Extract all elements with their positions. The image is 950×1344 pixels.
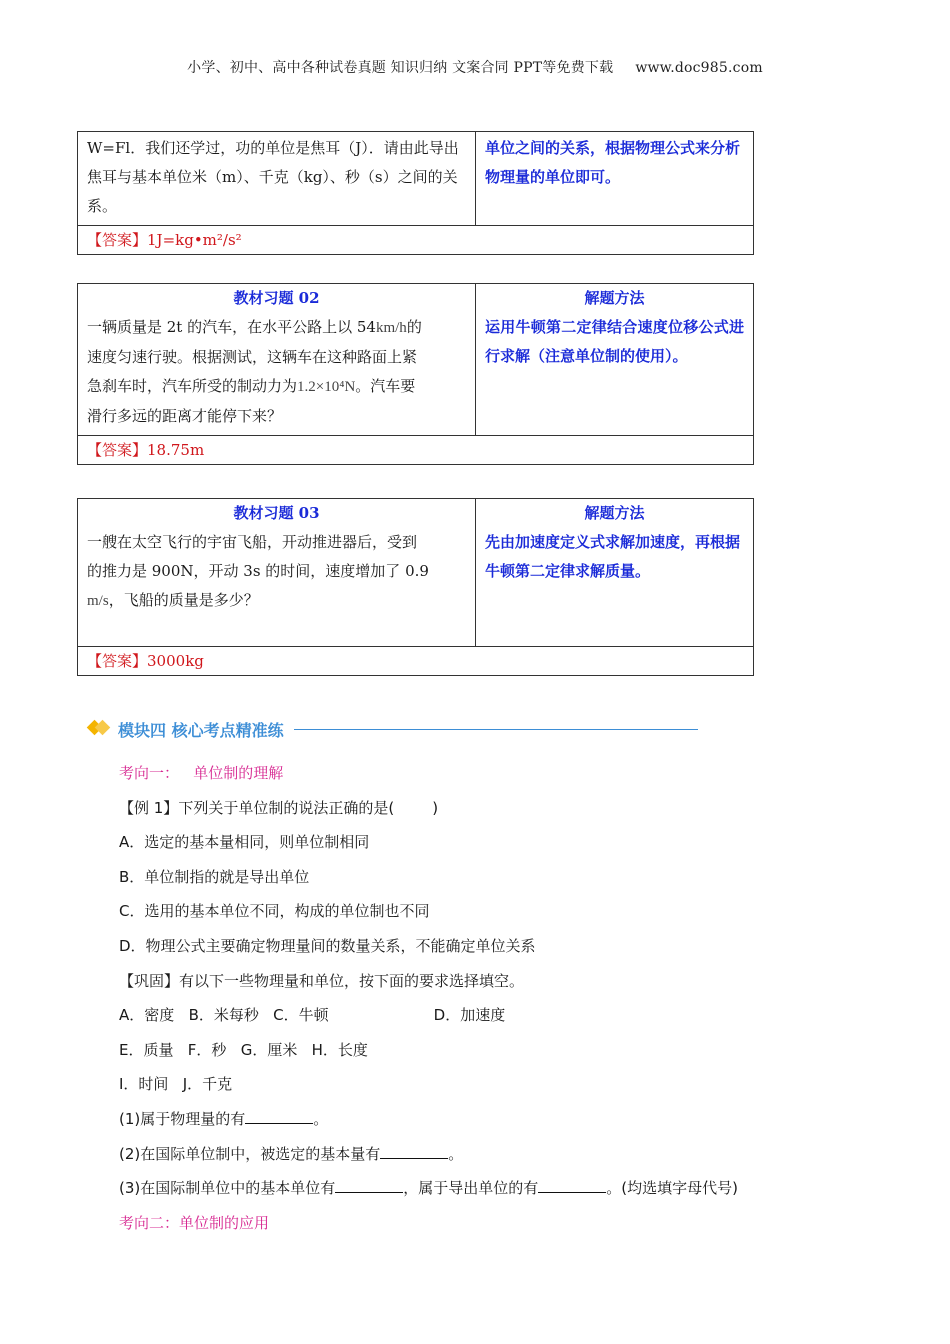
answer-blank[interactable] bbox=[245, 1107, 313, 1124]
q-text: 。汽车要 bbox=[355, 377, 416, 395]
exercise-2-answer bbox=[78, 436, 754, 465]
answer-label: 【答案】 bbox=[87, 652, 148, 670]
answer-value: 1J=kg•m²/s² bbox=[147, 231, 242, 249]
q-text: ，飞船的质量是多少？ bbox=[108, 591, 259, 609]
exercise-1-question bbox=[78, 132, 476, 226]
exercise-1-method-text: 单位之间的关系，根据物理公式来分析物理量的单位即可。 bbox=[485, 139, 741, 186]
choice-row-1 bbox=[119, 998, 819, 1033]
exercise-2-line-3 bbox=[87, 372, 466, 402]
exercise-2-line-2: 速度匀速行驶。根据测试，这辆车在这种路面上紧 bbox=[87, 348, 418, 366]
module-heading bbox=[88, 716, 698, 742]
answer-label: 【答案】 bbox=[87, 231, 148, 249]
answer-blank[interactable] bbox=[538, 1176, 606, 1193]
exercise-table-2 bbox=[77, 283, 754, 465]
header-text: 小学、初中、高中各种试卷真题 知识归纳 文案合同 PPT等免费下载 bbox=[187, 60, 614, 76]
example-text: 下列关于单位制的说法正确的是( ) bbox=[178, 798, 439, 817]
question-3 bbox=[119, 1171, 819, 1206]
example-1 bbox=[119, 791, 819, 826]
q-text: 的 bbox=[406, 318, 422, 336]
exercise-1-answer bbox=[78, 226, 754, 255]
method-heading: 解题方法 bbox=[584, 289, 645, 307]
question-2 bbox=[119, 1137, 819, 1172]
q-unit: km/h bbox=[375, 320, 407, 336]
question-text: 。 bbox=[313, 1109, 329, 1128]
section-1-heading: 考向一： 单位制的理解 bbox=[119, 764, 284, 782]
answer-value: 3000kg bbox=[147, 652, 204, 670]
consolidate-prompt: 【巩固】有以下一些物理量和单位，按下面的要求选择填空。 bbox=[119, 971, 525, 990]
header-site[interactable]: www.doc985.com bbox=[635, 60, 763, 76]
exercise-3-question bbox=[78, 499, 476, 647]
exercise-3-heading: 教材习题 03 bbox=[233, 504, 320, 522]
question-text: 。(均选填字母代号) bbox=[606, 1179, 738, 1198]
exercise-2-method bbox=[476, 284, 754, 436]
q-unit: m/s bbox=[87, 593, 109, 609]
answer-label: 【答案】 bbox=[87, 441, 148, 459]
exercise-table-1 bbox=[77, 131, 754, 255]
question-1 bbox=[119, 1102, 819, 1137]
question-text: 。 bbox=[448, 1144, 464, 1163]
q-text: 一辆质量是 2t 的汽车，在水平公路上以 54 bbox=[87, 318, 376, 336]
exercise-table-3 bbox=[77, 498, 754, 676]
exercise-2-line-1 bbox=[87, 313, 466, 343]
exercise-3-line-3 bbox=[87, 586, 466, 616]
answer-blank[interactable] bbox=[335, 1176, 403, 1193]
question-text: (3)在国际制单位中的基本单位有 bbox=[119, 1179, 336, 1198]
choice-text: A．密度 B．米每秒 C．牛顿 bbox=[119, 1006, 329, 1025]
q-force: 1.2×10⁴N bbox=[297, 379, 356, 395]
question-text: ，属于导出单位的有 bbox=[403, 1179, 539, 1198]
exercise-1-method bbox=[476, 132, 754, 226]
option-a: A．选定的基本量相同，则单位制相同 bbox=[119, 833, 370, 852]
section-2-heading: 考向二：单位制的应用 bbox=[119, 1213, 270, 1232]
option-d: D．物理公式主要确定物理量间的数量关系，不能确定单位关系 bbox=[119, 936, 536, 955]
exercise-2-line-4: 滑行多远的距离才能停下来？ bbox=[87, 407, 283, 425]
option-c: C．选用的基本单位不同，构成的单位制也不同 bbox=[119, 902, 430, 921]
choice-row-2: E．质量 F．秒 G．厘米 H．长度 bbox=[119, 1040, 368, 1059]
exercise-3-method bbox=[476, 499, 754, 647]
choice-d: D．加速度 bbox=[433, 1006, 506, 1025]
method-text: 先由加速度定义式求解加速度，再根据牛顿第二定律求解质量。 bbox=[485, 533, 741, 580]
choice-row-3: I．时间 J．千克 bbox=[119, 1075, 233, 1094]
question-text: (2)在国际单位制中，被选定的基本量有 bbox=[119, 1144, 381, 1163]
exercise-3-line-2: 的推力是 900N，开动 3s 的时间，速度增加了 0.9 bbox=[87, 562, 429, 580]
module-title: 模块四 核心考点精准练 bbox=[118, 720, 284, 740]
method-heading: 解题方法 bbox=[584, 504, 645, 522]
exercise-2-question bbox=[78, 284, 476, 436]
question-text: (1)属于物理量的有 bbox=[119, 1109, 246, 1128]
q-text: 急刹车时，汽车所受的制动力为 bbox=[87, 377, 298, 395]
module-divider bbox=[294, 729, 698, 730]
exercise-1-question-text: W=Fl．我们还学过，功的单位是焦耳（J）．请由此导出焦耳与基本单位米（m）、千克（kg）、秒（s）之间的关系。 bbox=[87, 139, 459, 215]
exercise-2-heading: 教材习题 02 bbox=[233, 289, 320, 307]
answer-value: 18.75m bbox=[147, 441, 205, 459]
method-text: 运用牛顿第二定律结合速度位移公式进行求解（注意单位制的使用）。 bbox=[485, 318, 744, 365]
page-header bbox=[0, 57, 950, 77]
exercise-3-answer bbox=[78, 647, 754, 676]
exercise-3-line-1: 一艘在太空飞行的宇宙飞船，开动推进器后，受到 bbox=[87, 533, 418, 551]
answer-blank[interactable] bbox=[380, 1142, 448, 1159]
example-label: 【例 1】 bbox=[119, 798, 179, 817]
diamond-icon bbox=[88, 719, 112, 739]
exam-content bbox=[119, 756, 819, 1240]
option-b: B．单位制指的就是导出单位 bbox=[119, 867, 310, 886]
